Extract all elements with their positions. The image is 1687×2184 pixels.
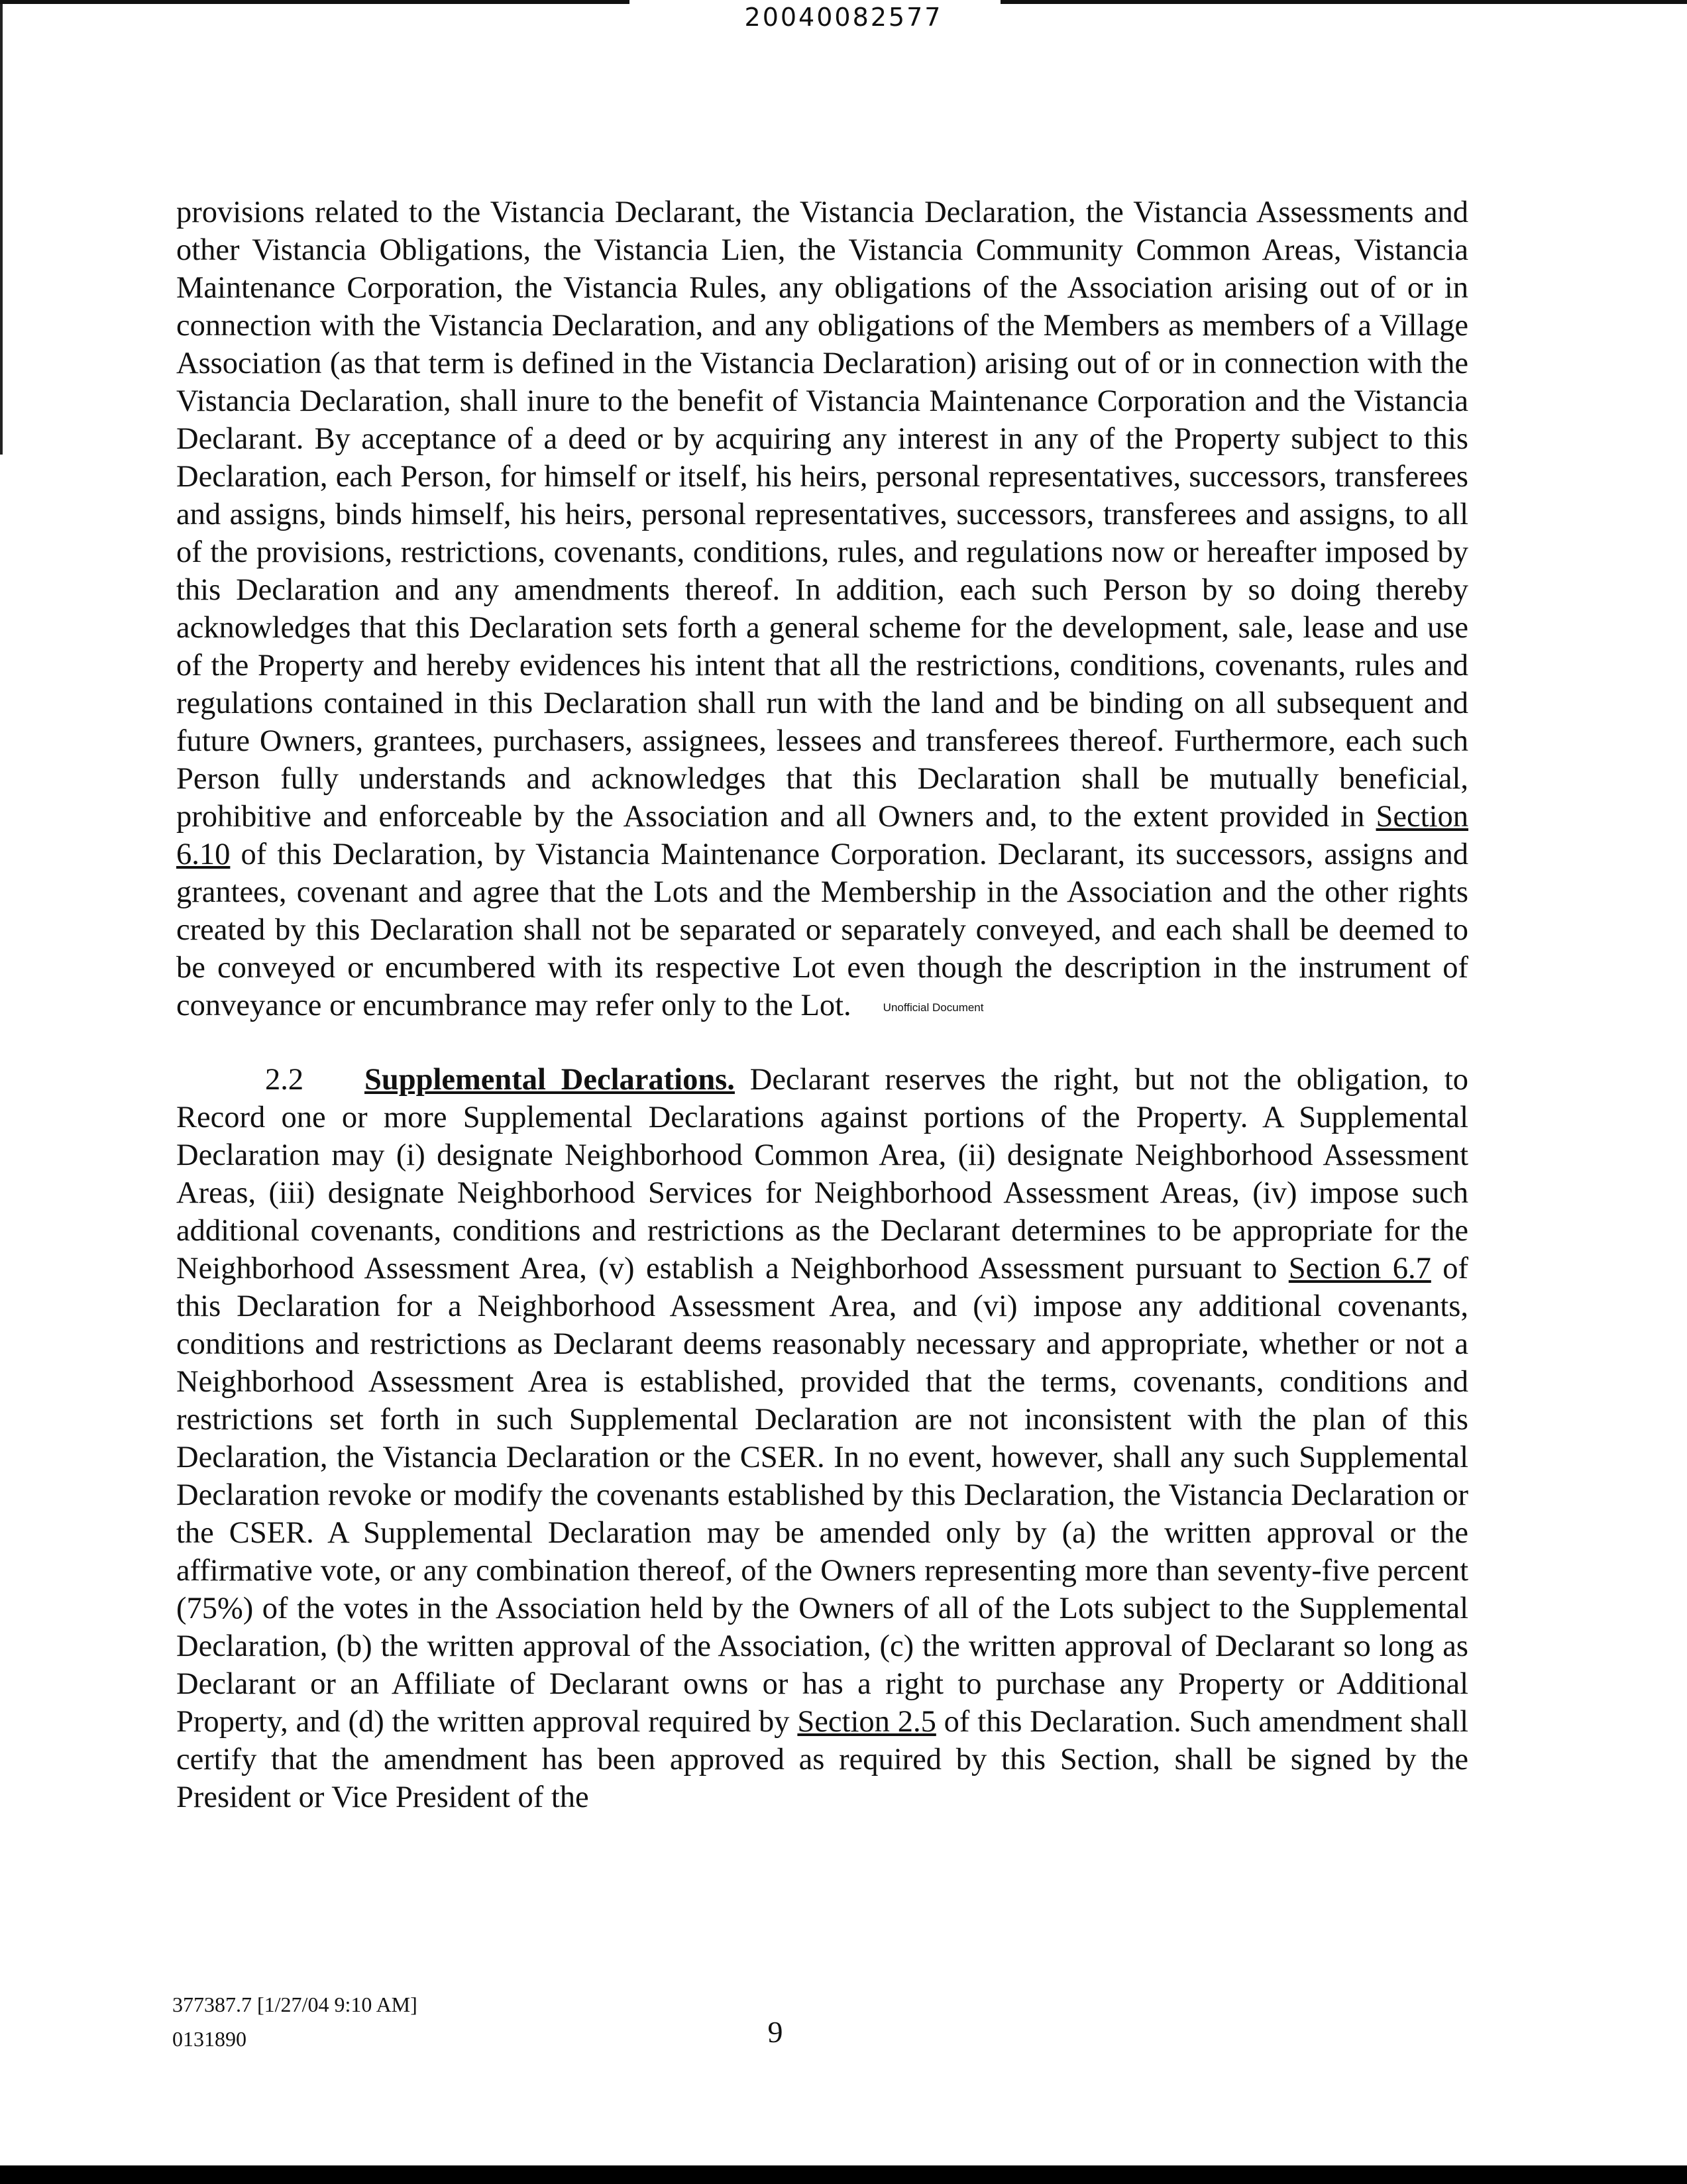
paragraph-continuation xyxy=(176,193,1468,1026)
paragraph-text: of this Declaration. Such amendment shall certify that the amendment has been approved as required by this Section, shall be signed by the President or Vice President of the xyxy=(176,1705,1468,1814)
document-body xyxy=(176,193,1468,1816)
section-reference: Section 2.5 xyxy=(797,1705,936,1739)
footer-document-id xyxy=(172,1987,417,2056)
paragraph-text: Declarant reserves the right, but not the obligation, to Record one or more Supplemental Declarations against portions of the Property. A Supplemental Declaration may (i) designate Neighborhood Common Area, (ii) designate Neighborhood Assessment Areas, (iii) designate Neighborhood Services for Neighborhood Assessment Areas, (iv) impose such additional covenants, conditions and restrictions as the Declarant determines to be appropriate for the Neighborhood Assessment Area, (v) establish a Neighborhood Assessment pursuant to xyxy=(176,1063,1468,1285)
paragraph-text: provisions related to the Vistancia Declarant, the Vistancia Declaration, the Vistancia Assessments and other Vistancia Obligations, the Vistancia Lien, the Vistancia Community Common Areas, Vistancia Maintenance Corporation, the Vistancia Rules, any obligations of the Association arising out of or in connection with the Vistancia Declaration, and any obligations of the Members as members of a Village Association (as that term is defined in the Vistancia Declaration) arising out of or in connection with the Vistancia Declaration, shall inure to the benefit of Vistancia Maintenance Corporation and the Vistancia Declarant. By acceptance of a deed or by acquiring any interest in any of the Property subject to this Declaration, each Person, for himself or itself, his heirs, personal representatives, successors, transferees and assigns, binds himself, his heirs, personal representatives, successors, transferees and assigns, to all of the provisions, restrictions, covenants, conditions, rules, and regulations now or hereafter imposed by this Declaration and any amendments thereof. In addition, each such Person by so doing thereby acknowledges that this Declaration sets forth a general scheme for the development, sale, lease and use of the Property and hereby evidences his intent that all the restrictions, conditions, covenants, rules and regulations contained in this Declaration shall run with the land and be binding on all subsequent and future Owners, grantees, purchasers, assignees, lessees and transferees thereof. Furthermore, each such Person fully understands and acknowledges that this Declaration shall be mutually beneficial, prohibitive and enforceable by the Association and all Owners and, to the extent provided in xyxy=(176,195,1468,834)
section-number: 2.2 xyxy=(265,1063,304,1097)
unofficial-document-watermark: Unofficial Document xyxy=(883,1001,984,1014)
section-reference: Section 6.7 xyxy=(1288,1252,1431,1285)
section-heading: Supplemental Declarations. xyxy=(364,1063,735,1097)
bottom-border xyxy=(0,2165,1687,2184)
section-2-2-paragraph xyxy=(176,1061,1468,1816)
paragraph-text: of this Declaration for a Neighborhood Assessment Area, and (vi) impose any additional covenants, conditions and restrictions as Declarant deems reasonably necessary and appropriate, whether or not a Neighborhood Assessment Area is established, provided that the terms, covenants, conditions and restrictions set forth in such Supplemental Declaration are not inconsistent with the plan of this Declaration, the Vistancia Declaration or the CSER. In no event, however, shall any such Supplemental Declaration revoke or modify the covenants established by this Declaration, the Vistancia Declaration or the CSER. A Supplemental Declaration may be amended only by (a) the written approval or the affirmative vote, or any combination thereof, of the Owners representing more than seventy-five percent (75%) of the votes in the Association held by the Owners of all of the Lots subject to the Supplemental Declaration, (b) the written approval of the Association, (c) the written approval of Declarant so long as Declarant or an Affiliate of Declarant owns or has a right to purchase any Property or Additional Property, and (d) the written approval required by xyxy=(176,1252,1468,1739)
doc-version-stamp: 377387.7 [1/27/04 9:10 AM] xyxy=(172,1993,417,2016)
recording-number: 20040082577 xyxy=(744,3,943,32)
paragraph-text: of this Declaration, by Vistancia Maintenance Corporation. Declarant, its successors, assigns and grantees, covenant and agree that the Lots and the Membership in the Association and the other rights created by this Declaration shall not be separated or separately conveyed, and each shall be deemed to be conveyed or encumbered with its respective Lot even though the description in the instrument of conveyance or encumbrance may refer only to the Lot. xyxy=(176,838,1468,1022)
section-reference: Section 6.10 xyxy=(176,800,1468,871)
scan-edge-left xyxy=(0,4,3,455)
page-number: 9 xyxy=(767,2015,783,2049)
file-number: 0131890 xyxy=(172,2027,246,2051)
